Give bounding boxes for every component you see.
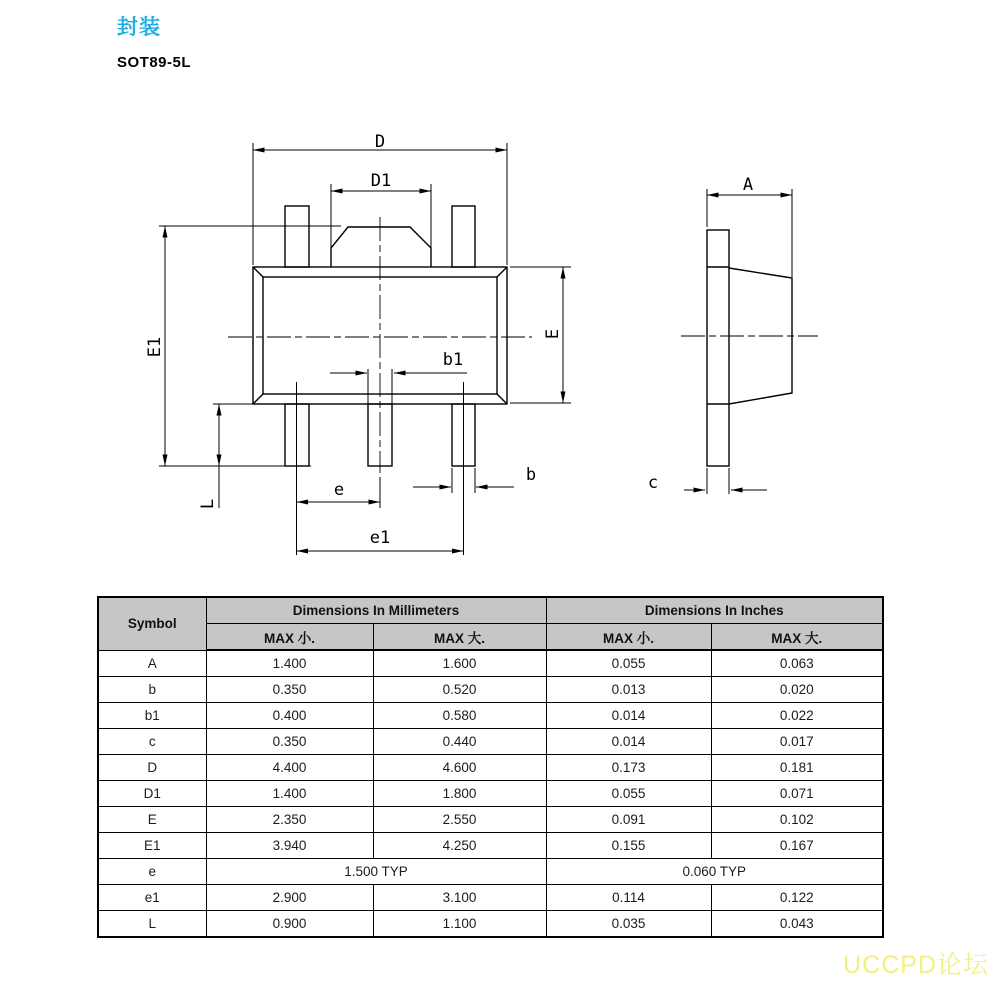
value-cell: 2.350 <box>206 807 373 833</box>
dim-label-A: A <box>742 175 754 195</box>
value-cell: 0.181 <box>711 755 883 781</box>
part-number: SOT89-5L <box>117 54 192 71</box>
dim-label-D: D <box>374 132 386 152</box>
table-row <box>98 807 883 833</box>
dim-label-b1: b1 <box>442 350 464 370</box>
symbol-cell: D1 <box>98 781 206 807</box>
value-cell: 0.035 <box>546 911 711 938</box>
dim-label-e: e <box>333 480 345 500</box>
symbol-cell: E1 <box>98 833 206 859</box>
value-cell: 0.173 <box>546 755 711 781</box>
value-cell: 0.091 <box>546 807 711 833</box>
value-cell: 0.014 <box>546 729 711 755</box>
value-cell: 1.800 <box>373 781 546 807</box>
value-cell: 3.940 <box>206 833 373 859</box>
value-cell: 0.017 <box>711 729 883 755</box>
table-row <box>98 911 883 938</box>
value-cell: 0.014 <box>546 703 711 729</box>
front-view <box>159 143 571 555</box>
value-cell: 2.900 <box>206 885 373 911</box>
value-cell: 0.043 <box>711 911 883 938</box>
value-cell: 4.600 <box>373 755 546 781</box>
value-cell: 0.055 <box>546 650 711 677</box>
table-row <box>98 729 883 755</box>
page-title: 封装 <box>117 16 161 39</box>
symbol-cell: A <box>98 650 206 677</box>
watermark: UCCPD论坛 <box>843 951 989 979</box>
dim-label-c: c <box>647 473 659 493</box>
table-row <box>98 885 883 911</box>
value-cell: 0.167 <box>711 833 883 859</box>
column-header-mm-max: MAX 大. <box>373 624 546 651</box>
table-sub-header-row <box>98 624 883 651</box>
symbol-cell: e1 <box>98 885 206 911</box>
dimensions-table <box>97 596 884 938</box>
side-view <box>681 189 818 494</box>
column-header-in-min: MAX 小. <box>546 624 711 651</box>
value-cell-typ-mm: 1.500 TYP <box>206 859 546 885</box>
value-cell: 3.100 <box>373 885 546 911</box>
value-cell: 0.102 <box>711 807 883 833</box>
table-row <box>98 703 883 729</box>
symbol-cell: E <box>98 807 206 833</box>
symbol-cell: b <box>98 677 206 703</box>
value-cell: 0.063 <box>711 650 883 677</box>
value-cell: 1.400 <box>206 650 373 677</box>
dim-label-L: L <box>198 498 218 510</box>
dim-label-b: b <box>525 465 537 485</box>
value-cell: 0.122 <box>711 885 883 911</box>
table-row <box>98 859 883 885</box>
table-row <box>98 677 883 703</box>
value-cell: 1.400 <box>206 781 373 807</box>
table-group-header-row <box>98 597 883 624</box>
value-cell: 0.055 <box>546 781 711 807</box>
value-cell: 2.550 <box>373 807 546 833</box>
value-cell: 1.100 <box>373 911 546 938</box>
table-row <box>98 650 883 677</box>
value-cell: 0.020 <box>711 677 883 703</box>
column-header-symbol: Symbol <box>98 597 206 650</box>
symbol-cell: L <box>98 911 206 938</box>
column-group-millimeters: Dimensions In Millimeters <box>206 597 546 624</box>
table-row <box>98 781 883 807</box>
value-cell: 0.520 <box>373 677 546 703</box>
dim-label-E: E <box>543 328 563 340</box>
dim-label-e1: e1 <box>369 528 391 548</box>
value-cell: 0.071 <box>711 781 883 807</box>
value-cell: 0.440 <box>373 729 546 755</box>
column-header-mm-min: MAX 小. <box>206 624 373 651</box>
value-cell: 4.400 <box>206 755 373 781</box>
value-cell: 0.114 <box>546 885 711 911</box>
symbol-cell: D <box>98 755 206 781</box>
column-group-inches: Dimensions In Inches <box>546 597 883 624</box>
value-cell: 0.022 <box>711 703 883 729</box>
value-cell: 0.350 <box>206 729 373 755</box>
value-cell: 0.013 <box>546 677 711 703</box>
table-row <box>98 755 883 781</box>
column-header-in-max: MAX 大. <box>711 624 883 651</box>
table-row <box>98 833 883 859</box>
value-cell-typ-in: 0.060 TYP <box>546 859 883 885</box>
value-cell: 4.250 <box>373 833 546 859</box>
dim-label-E1: E1 <box>145 336 165 358</box>
value-cell: 0.350 <box>206 677 373 703</box>
value-cell: 0.580 <box>373 703 546 729</box>
value-cell: 0.400 <box>206 703 373 729</box>
symbol-cell: e <box>98 859 206 885</box>
symbol-cell: c <box>98 729 206 755</box>
symbol-cell: b1 <box>98 703 206 729</box>
value-cell: 0.900 <box>206 911 373 938</box>
value-cell: 1.600 <box>373 650 546 677</box>
dim-label-D1: D1 <box>370 171 392 191</box>
value-cell: 0.155 <box>546 833 711 859</box>
